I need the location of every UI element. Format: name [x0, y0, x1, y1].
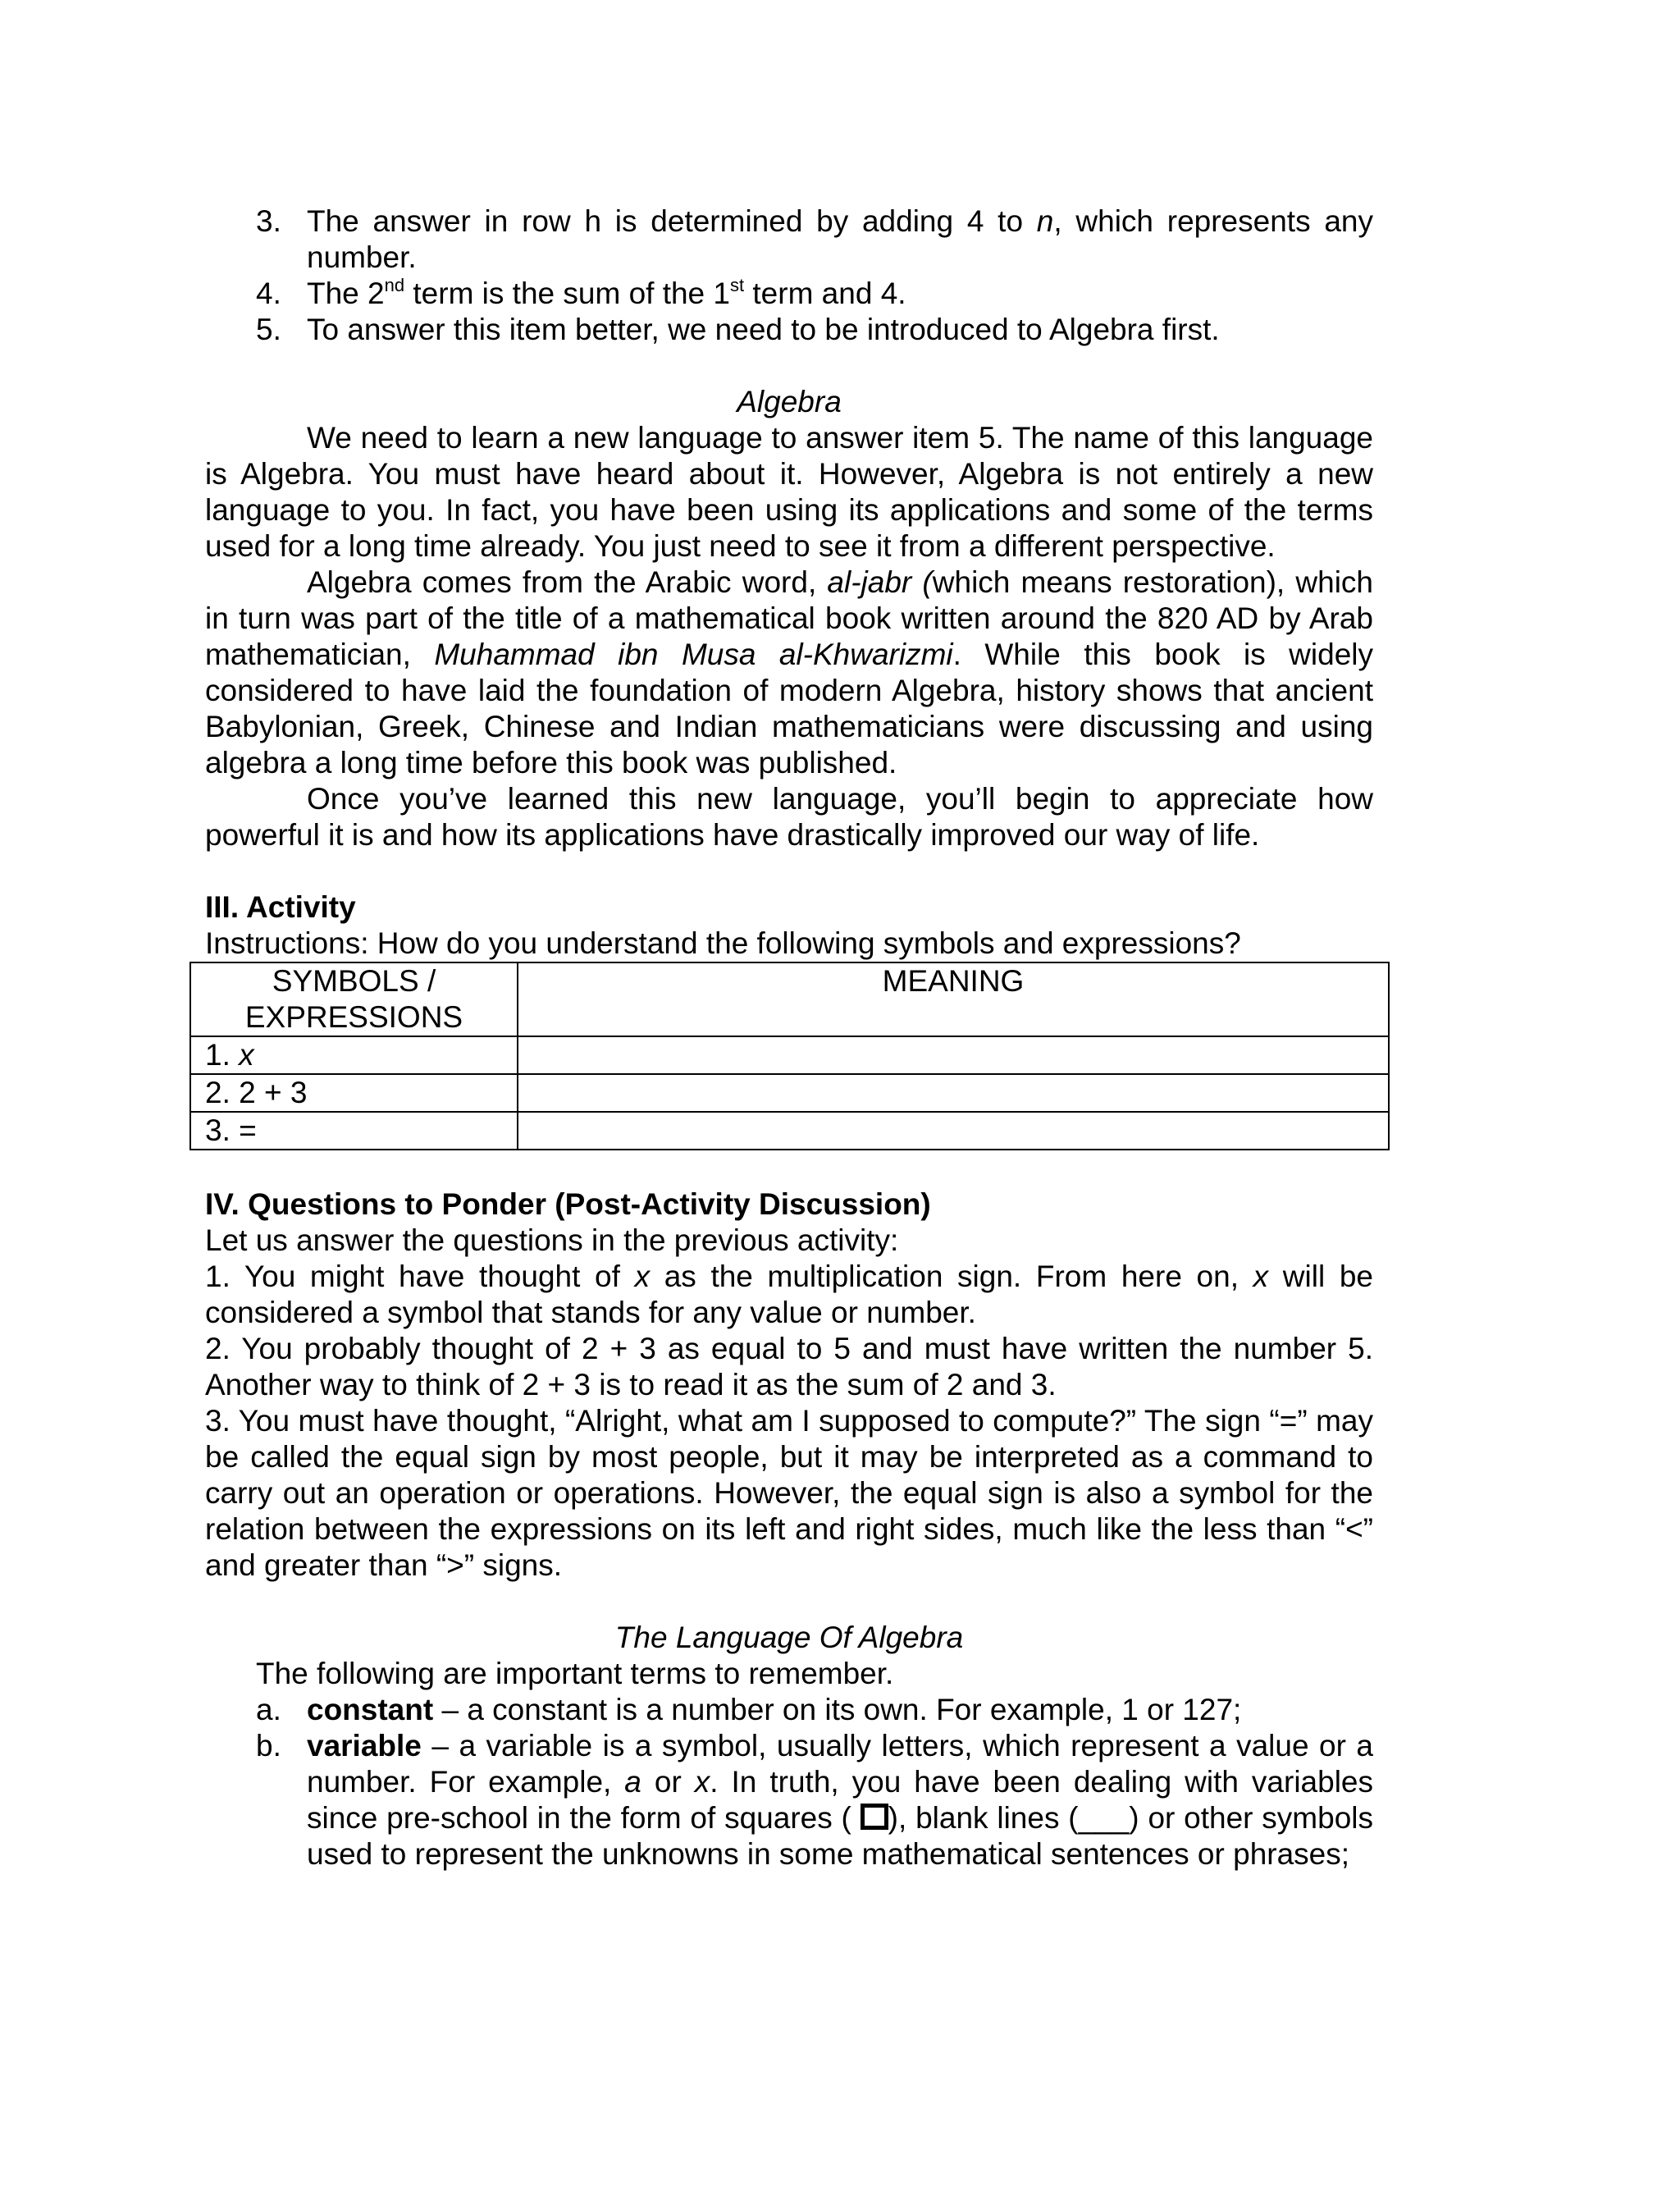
- table-row: [190, 1036, 1389, 1074]
- question-answer: 2. You probably thought of 2 + 3 as equal to 5 and must have written the number 5. Another way to think of 2 + 3 is to read it as the sum of 2 and 3.: [205, 1332, 1373, 1401]
- page-content: [205, 203, 1373, 1872]
- bold-term: constant: [307, 1693, 434, 1726]
- list-item: [256, 203, 1373, 276]
- terms-list: [205, 1692, 1373, 1872]
- algebra-heading: Algebra: [737, 385, 842, 418]
- numbered-list: [205, 203, 1373, 348]
- list-item-text: The 2nd term is the sum of the 1st term and 4.: [307, 274, 906, 310]
- table-cell-symbol: 2. 2 + 3: [190, 1074, 518, 1112]
- term-item: [256, 1728, 1373, 1872]
- algebra-paragraph: Algebra comes from the Arabic word, al-jabr (which means restoration), which in turn was part of the title of a mathematical book written around the 820 AD by Arab mathematician, Muhammad ibn Musa al-Khwarizmi. While this book is widely considered to have laid the foundation of modern Algebra, history shows that ancient Babylonian, Greek, Chinese and Indian mathematicians were discussing and using algebra a long time before this book was published.: [205, 565, 1374, 780]
- bold-term: variable: [307, 1729, 422, 1763]
- algebra-paragraph: We need to learn a new language to answer item 5. The name of this language is Algebra. You must have heard about it. However, Algebra is not entirely a new language to you. In fact, you have been using its applications and some of the terms used for a long time already. You just need to see it from a different perspective.: [205, 421, 1373, 563]
- italic-text: x: [1253, 1260, 1269, 1293]
- table-row: [190, 1112, 1389, 1150]
- header-line: EXPRESSIONS: [244, 1000, 463, 1034]
- italic-text: x: [634, 1260, 651, 1293]
- italic-text: x: [239, 1038, 254, 1072]
- list-item: [256, 274, 1373, 312]
- list-marker: 5.: [256, 313, 281, 346]
- table-header-symbols: [190, 962, 518, 1036]
- term-text: constant – a constant is a number on its own. For example, 1 or 127;: [307, 1693, 1242, 1726]
- terms-section: [205, 1656, 1373, 1692]
- header-line: SYMBOLS /: [272, 964, 436, 998]
- activity-instructions: Instructions: How do you understand the following symbols and expressions?: [205, 926, 1241, 960]
- algebra-paragraph: Once you’ve learned this new language, you’ll begin to appreciate how powerful it is and how its applications have drastically improved our way of life.: [205, 782, 1373, 852]
- italic-text: x: [694, 1765, 710, 1799]
- superscript: st: [730, 274, 745, 295]
- term-marker: a.: [256, 1693, 281, 1726]
- table-header-meaning: MEANING: [518, 962, 1389, 1036]
- questions-intro: Let us answer the questions in the previous activity:: [205, 1223, 899, 1257]
- activity-table: [189, 962, 1390, 1150]
- table-row: [190, 1074, 1389, 1112]
- table-cell-meaning[interactable]: [518, 1036, 1389, 1074]
- term-marker: b.: [256, 1729, 281, 1763]
- italic-text: Muhammad ibn Musa al-Khwarizmi: [434, 638, 953, 671]
- list-marker: 3.: [256, 204, 281, 238]
- table-cell-meaning[interactable]: [518, 1112, 1389, 1150]
- list-item: [256, 312, 1373, 348]
- table-header-row: [190, 962, 1389, 1036]
- list-item-text: To answer this item better, we need to be introduced to Algebra first.: [307, 313, 1220, 346]
- language-heading: The Language Of Algebra: [614, 1621, 964, 1654]
- table-cell-meaning[interactable]: [518, 1074, 1389, 1112]
- square-placeholder-icon: [861, 1804, 888, 1830]
- question-answer: 3. You must have thought, “Alright, what am I supposed to compute?” The sign “=” may be called the equal sign by most people, but it may be interpreted as a command to carry out an operation or operations. However, the equal sign is also a symbol for the relation between the expressions on its left and right sides, much like the less than “<” and greater than “>” signs.: [205, 1404, 1373, 1582]
- table-cell-symbol: 3. =: [190, 1112, 518, 1150]
- list-item-text: The answer in row h is determined by adding 4 to n, which represents any number.: [307, 204, 1373, 274]
- italic-text: a: [624, 1765, 641, 1799]
- activity-title: III. Activity: [205, 890, 356, 924]
- question-answer: 1. You might have thought of x as the multiplication sign. From here on, x will be considered a symbol that stands for any value or number.: [205, 1260, 1373, 1329]
- term-item: [256, 1692, 1373, 1728]
- term-text: variable – a variable is a symbol, usually letters, which represent a value or a number. For example, a or x. In truth, you have been dealing with variables since pre-school in the form of squares ( ), blank lines (___) or other symbols used to represent the unknowns in some mathematical sentences or phrases;: [307, 1729, 1373, 1871]
- italic-text: n: [1036, 204, 1054, 238]
- italic-text: al-jabr (: [827, 565, 933, 599]
- superscript: nd: [384, 274, 405, 295]
- list-marker: 4.: [256, 277, 281, 310]
- table-cell-symbol: 1. x: [190, 1036, 518, 1074]
- terms-intro: The following are important terms to remember.: [256, 1657, 894, 1690]
- questions-title: IV. Questions to Ponder (Post-Activity Discussion): [205, 1187, 931, 1221]
